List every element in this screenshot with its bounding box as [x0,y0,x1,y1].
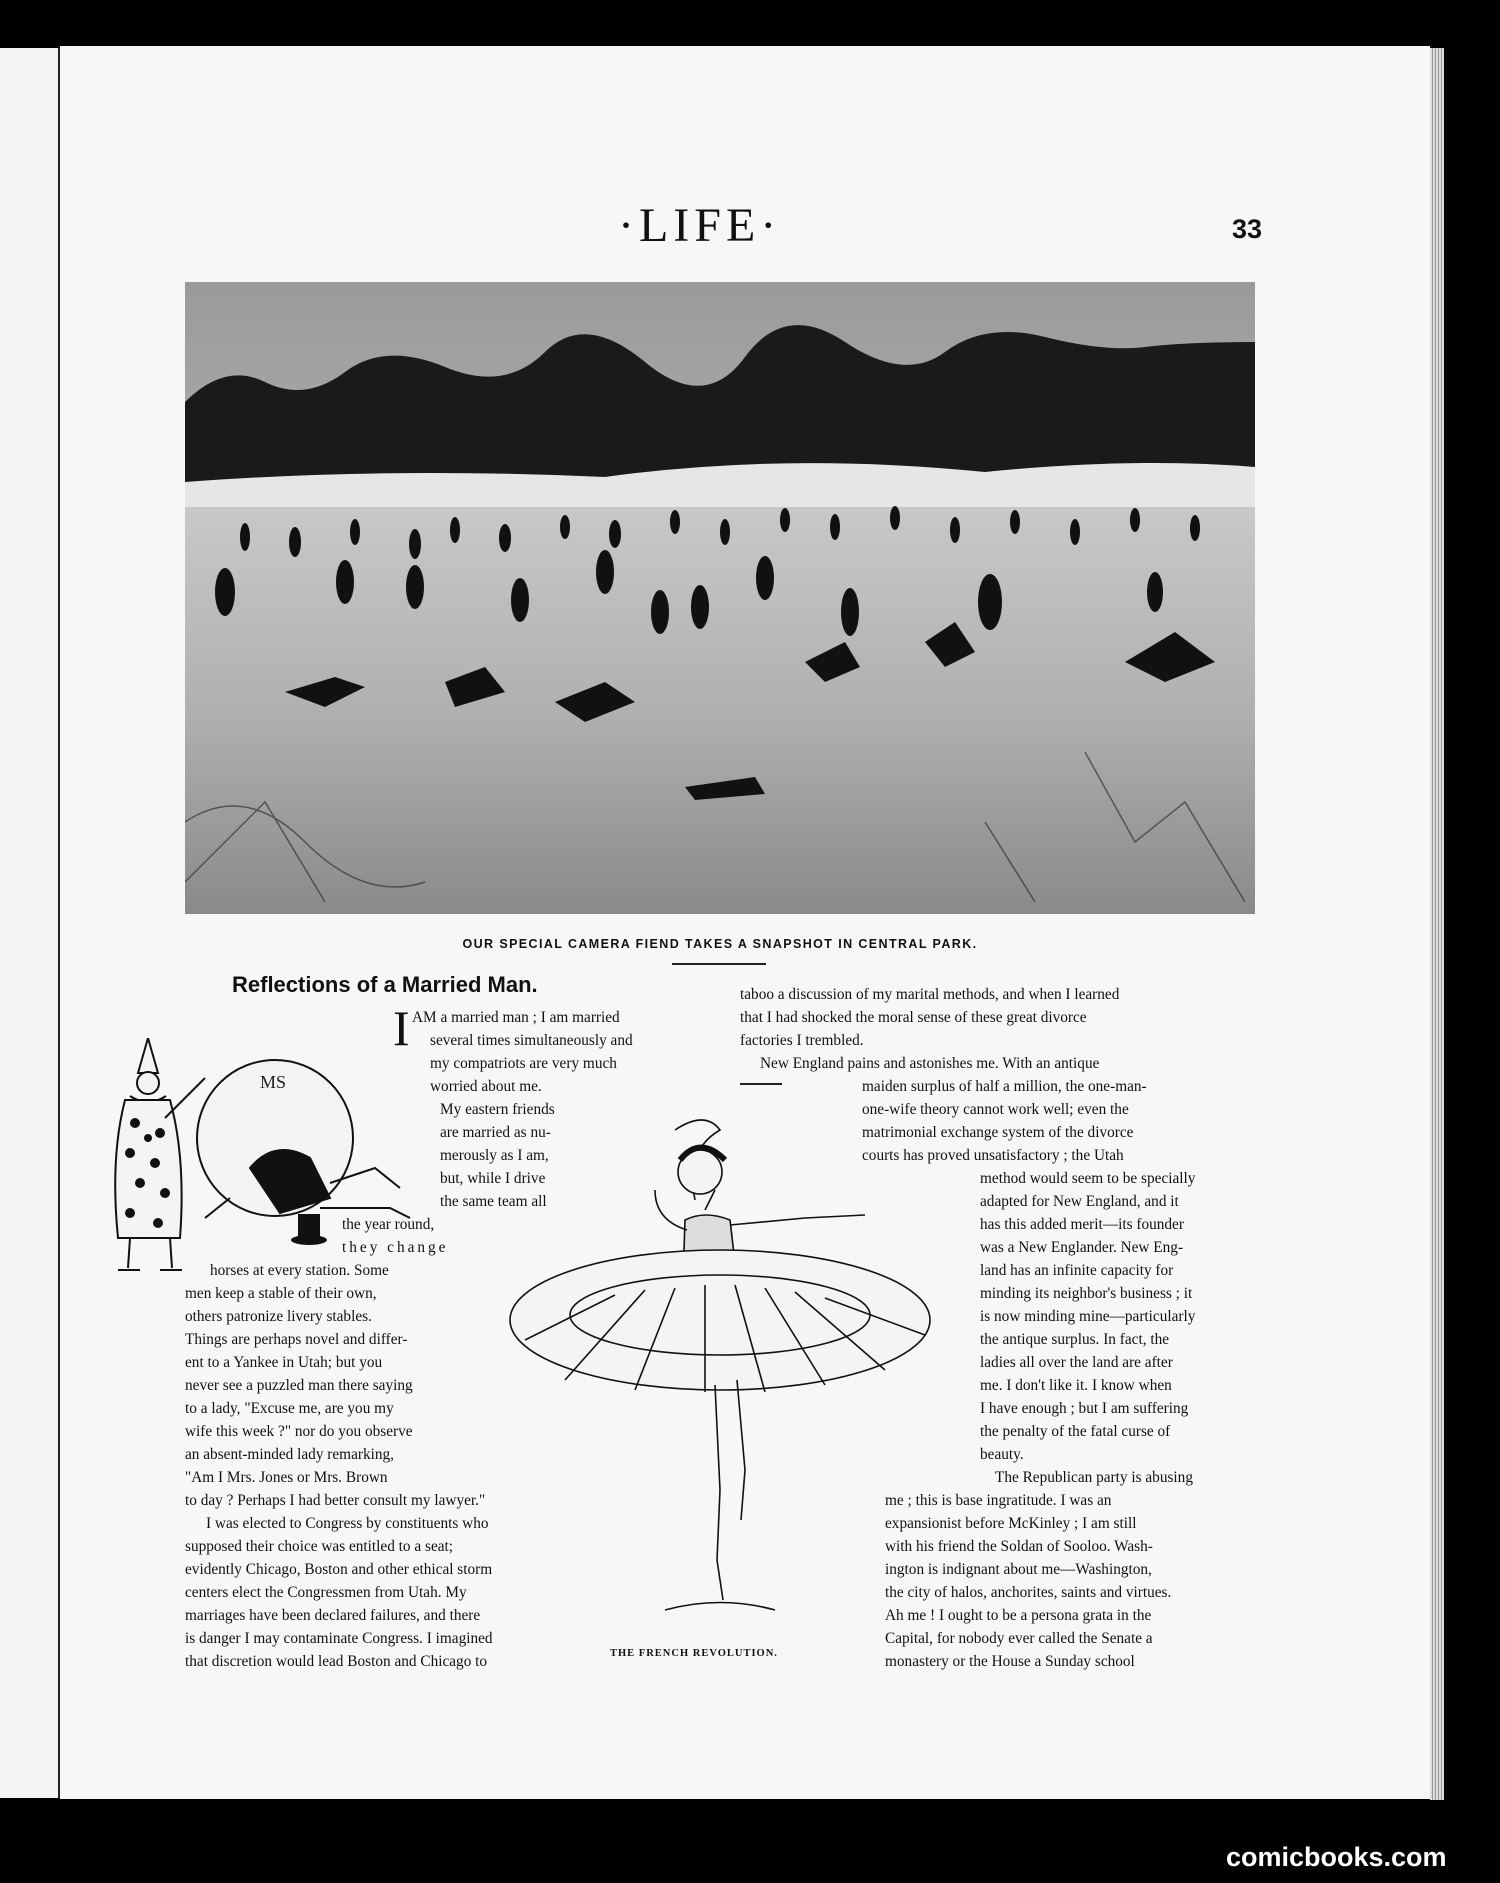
text-line: AM a married man ; I am married [412,1009,620,1026]
text-line: are married as nu- [440,1124,551,1141]
page-stack-edge [1430,48,1444,1800]
text-line: the city of halos, anchorites, saints and virtues. [885,1584,1172,1601]
text-line: horses at every station. Some [210,1262,389,1279]
text-line: that discretion would lead Boston and Chicago to [185,1653,488,1670]
text-line: matrimonial exchange system of the divorce [862,1124,1134,1141]
text-line: but, while I drive [440,1170,546,1187]
text-line: Ah me ! I ought to be a persona grata in the [885,1607,1152,1624]
text-line: to day ? Perhaps I had better consult my lawyer." [185,1492,486,1509]
text-line: is now minding mine—particularly [980,1308,1196,1325]
text-line: that I had shocked the moral sense of these great divorce [740,1009,1087,1026]
text-line: several times simultaneously and [430,1032,633,1049]
text-line: Capital, for nobody ever called the Senate a [885,1630,1153,1647]
text-line: factories I trembled. [740,1032,864,1049]
text-line: marriages have been declared failures, and there [185,1607,481,1624]
skating-photograph [185,282,1255,914]
text-line: adapted for New England, and it [980,1193,1179,1210]
text-line: men keep a stable of their own, [185,1285,377,1302]
text-line: I have enough ; but I am suffering [980,1400,1189,1417]
globe-label: MS [260,1072,287,1092]
page-number: 33 [1232,214,1263,244]
text-line: they change [342,1239,449,1256]
article-title: Reflections of a Married Man. [232,972,538,997]
caption-rule [672,963,766,965]
text-line: was a New Englander. New Eng- [980,1239,1184,1256]
text-line: ington is indignant about me—Washington, [885,1561,1152,1578]
text-line: I was elected to Congress by constituents who [206,1515,489,1532]
text-line: the same team all [440,1193,547,1210]
watermark: comicbooks.com [1226,1842,1447,1872]
text-line: me ; this is base ingratitude. I was an [885,1492,1112,1509]
text-line: centers elect the Congressmen from Utah. My [185,1584,467,1601]
text-line: minding its neighbor's business ; it [980,1285,1193,1302]
drop-cap: I [393,1000,410,1056]
text-line: worried about me. [430,1078,542,1095]
text-line: others patronize livery stables. [185,1308,372,1325]
text-line: monastery or the House a Sunday school [885,1653,1135,1670]
text-line: courts has proved unsatisfactory ; the Utah [862,1147,1124,1164]
skating-scene-image [185,282,1255,914]
text-line: ladies all over the land are after [980,1354,1173,1371]
text-line: the penalty of the fatal curse of [980,1423,1171,1440]
text-line: beauty. [980,1446,1024,1463]
text-line: method would seem to be specially [980,1170,1196,1187]
text-line: one-wife theory cannot work well; even the [862,1101,1129,1118]
text-line: the antique surplus. In fact, the [980,1331,1170,1348]
facing-page-edge [0,48,61,1798]
text-line: supposed their choice was entitled to a seat; [185,1538,454,1555]
text-line: My eastern friends [440,1101,555,1118]
text-line: me. I don't like it. I know when [980,1377,1172,1394]
top-hat-icon [290,1212,328,1246]
masthead: ·LIFE· [618,199,782,252]
text-line: wife this week ?" nor do you observe [185,1423,413,1440]
text-line: an absent-minded lady remarking, [185,1446,394,1463]
text-line: ent to a Yankee in Utah; but you [185,1354,383,1371]
text-line: with his friend the Soldan of Sooloo. Wash- [885,1538,1153,1555]
text-line: merously as I am, [440,1147,549,1164]
column-rule [740,1083,782,1085]
text-line: is danger I may contaminate Congress. I imagined [185,1630,493,1647]
text-line: expansionist before McKinley ; I am still [885,1515,1137,1532]
photo-caption: OUR SPECIAL CAMERA FIEND TAKES A SNAPSHOT IN CENTRAL PARK. [462,937,978,951]
text-line: to a lady, "Excuse me, are you my [185,1400,394,1417]
text-line: "Am I Mrs. Jones or Mrs. Brown [185,1469,388,1486]
text-line: Things are perhaps novel and differ- [185,1331,408,1348]
illustration-caption: THE FRENCH REVOLUTION. [610,1648,778,1659]
text-line: the year round, [342,1216,435,1233]
text-line: taboo a discussion of my marital methods, and when I learned [740,986,1120,1003]
text-line: evidently Chicago, Boston and other ethical storm [185,1561,493,1578]
text-line: has this added merit—its founder [980,1216,1184,1233]
text-line: The Republican party is abusing [995,1469,1193,1486]
text-line: never see a puzzled man there saying [185,1377,413,1394]
text-line: my compatriots are very much [430,1055,617,1072]
text-line: land has an infinite capacity for [980,1262,1174,1279]
text-line: New England pains and astonishes me. With an antique [760,1055,1100,1072]
text-line: maiden surplus of half a million, the one-man- [862,1078,1147,1095]
